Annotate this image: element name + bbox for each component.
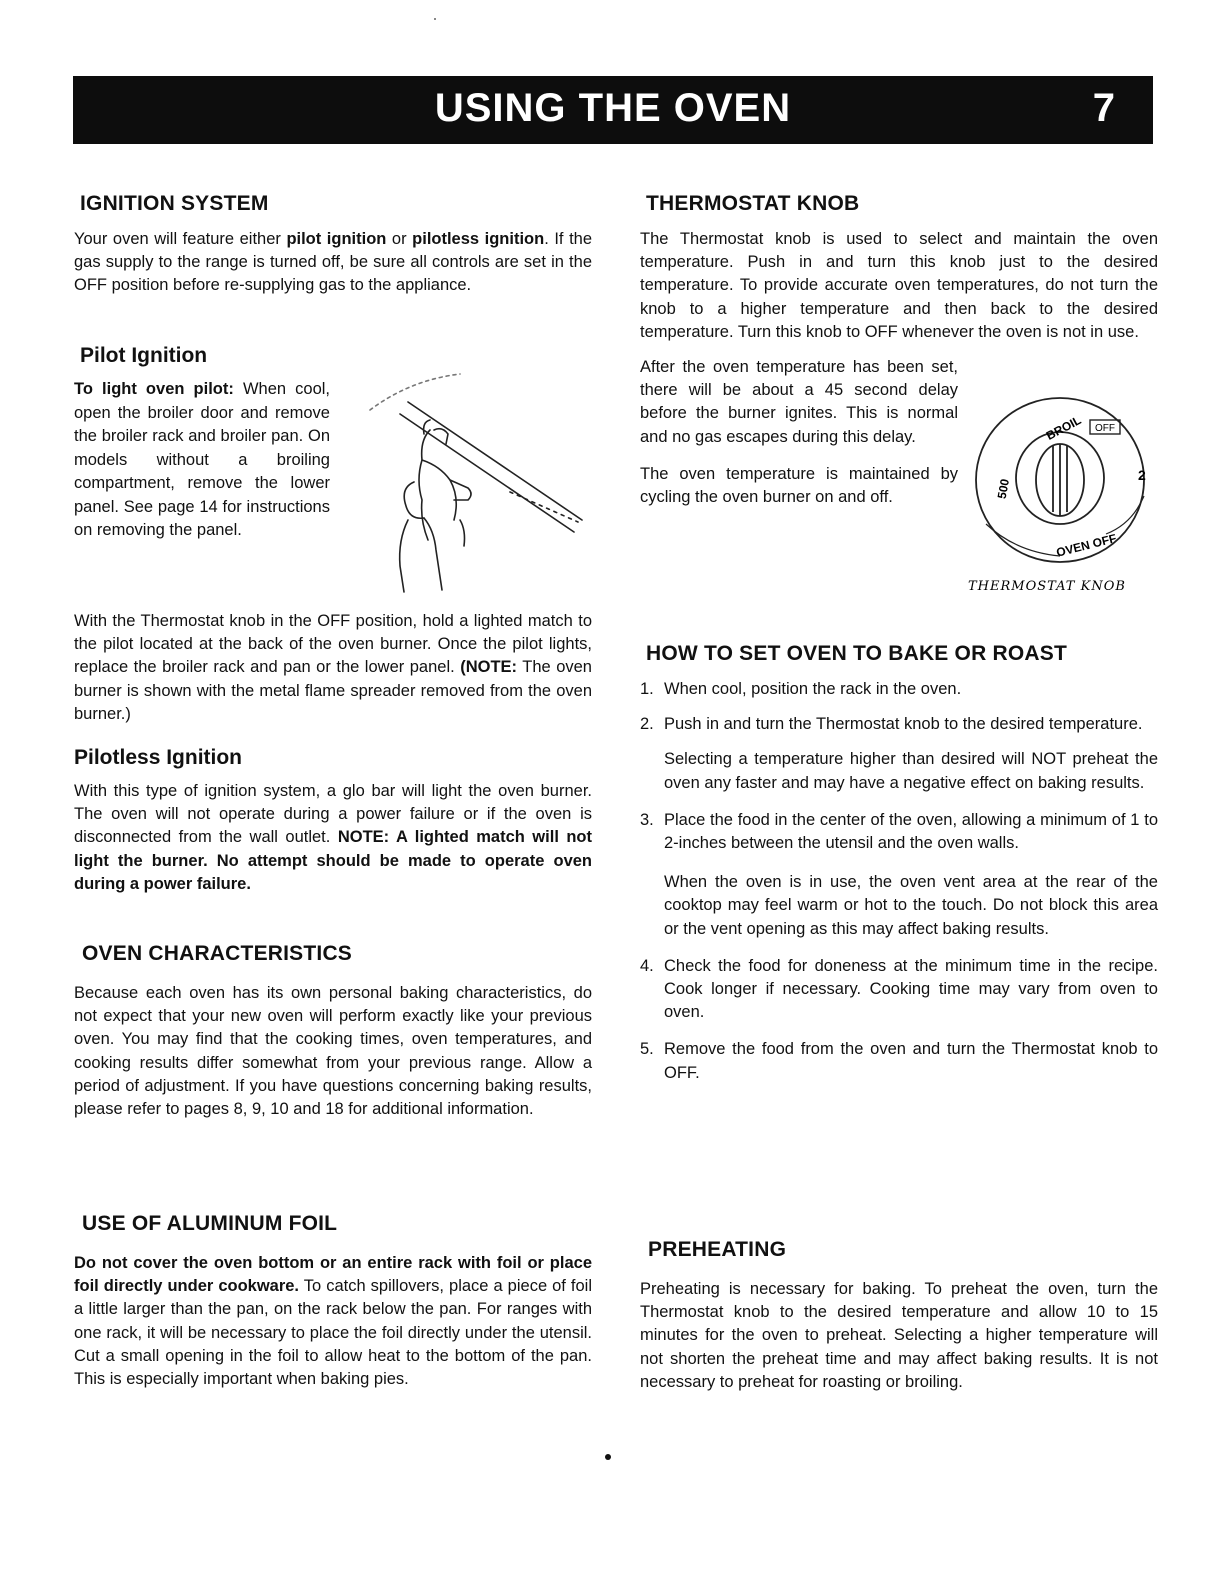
bake-step-5: 5. Remove the food from the oven and turn the Thermostat knob to OFF. [640, 1040, 1158, 1082]
knob-2-label: 2 [1138, 467, 1146, 483]
bake-step-2-note: Selecting a temperature higher than desired will NOT preheat the oven any faster and may have a negative effect on baking results. [664, 750, 1158, 792]
knob-500-label: 500 [994, 477, 1012, 500]
preheating-heading: PREHEATING [648, 1238, 787, 1261]
thermostat-knob-illustration [956, 384, 1168, 598]
thermostat-knob-text: The Thermostat knob is used to select and maintain the oven temperature. Push in and turn this knob just to the desired temperature. To provide accurate oven temperatures, do not turn the knob to a higher temperature and then back to the desired temperature. Turn this knob to OFF whenever the oven is not in use. [640, 230, 1158, 341]
bake-step-3: 3. Place the food in the center of the oven, allowing a minimum of 1 to 2-inches between the utensil and the oven walls. When the oven is in use, the oven vent area at the rear of the cooktop may feel warm or hot to the touch. Do not block this area or the vent opening as this may affect baking results. [640, 809, 1158, 941]
pilot-ignition-heading: Pilot Ignition [80, 344, 208, 367]
pilot-lighting-instructions: With the Thermostat knob in the OFF position, hold a lighted match to the pilot located at the back of the oven burner. Once the pilot lights, replace the broiler rack and pan or the lower panel. (NOTE: The oven burner is shown with the metal flame spreader removed from the oven burner.) [74, 612, 592, 723]
page-number: 7 [1092, 86, 1115, 130]
oven-characteristics-section [74, 942, 592, 1121]
pilotless-ignition-term: pilotless ignition [412, 230, 545, 248]
burner-cycle-text: The oven temperature is maintained by cycling the oven burner on and off. [640, 464, 958, 507]
bake-step-1: 1. When cool, position the rack in the oven. [640, 680, 962, 698]
pilotless-ignition-text: With this type of ignition system, a glo bar will light the oven burner. The oven will not operate during a power failure or if the oven is disconnected from the wall outlet. NOTE: A lighted match will not light the burner. No attempt should be made to operate oven during a power failure. [74, 782, 593, 893]
pilot-lighting-illustration [350, 370, 590, 600]
ignition-system-section [74, 192, 592, 298]
preheating-text: Preheating is necessary for baking. To preheat the oven, turn the Thermostat knob to the desired temperature and allow 10 to 15 minutes for the oven to preheat. Selecting a higher temperature will not shorten the preheat time and may affect baking results. It is not necessary to preheat for roasting or broiling. [640, 1280, 1158, 1391]
thermostat-knob-caption: THERMOSTAT KNOB [968, 579, 1126, 594]
aluminum-foil-warning: Do not cover the oven bottom or an entire rack with foil or place foil directly under cookware. [74, 1254, 592, 1296]
oven-characteristics-heading: OVEN CHARACTERISTICS [82, 942, 353, 965]
knob-oven-off-label: OVEN OFF [1054, 531, 1118, 560]
oven-characteristics-text: Because each oven has its own personal baking characteristics, do not expect that your new oven will perform exactly like your previous oven. You may find that the cooking times, oven temperatures, and cooking results differ somewhat from your previous range. Allow a period of adjustment. If you have questions concerning baking results, please refer to pages 8, 9, 10 and 18 for additional information. [74, 984, 592, 1119]
bake-step-4: 4. Check the food for doneness at the minimum time in the recipe. Cook longer if necessary. Cooking time may vary from oven to oven. [640, 956, 1158, 1022]
knob-broil-label: BROIL [1043, 412, 1084, 443]
pilot-ignition-term: pilot ignition [286, 230, 387, 248]
ignition-system-text: Your oven will feature either pilot ignition or pilotless ignition. If the gas supply to the range is turned off, be sure all controls are set in the OFF position before re-supplying gas to the appliance. [74, 230, 593, 295]
ignition-delay-text: After the oven temperature has been set, there will be about a 45 second delay before the burner ignites. This is normal and no gas escapes during this delay. [640, 358, 958, 446]
bake-roast-heading: HOW TO SET OVEN TO BAKE OR ROAST [646, 642, 1067, 665]
pilot-ignition-detail [74, 610, 592, 726]
thermostat-knob-heading: THERMOSTAT KNOB [646, 192, 860, 215]
pilotless-ignition-section [74, 746, 592, 896]
aluminum-foil-text: Do not cover the oven bottom or an entire rack with foil or place foil directly under cookware. To catch spillovers, place a piece of foil a little larger than the pan, on the rack below the pan. For ranges with one rack, it will be necessary to place the foil directly under the utensil. Cut a small opening in the foil to allow heat to the bottom of the pan. This is especially important when baking pies. [74, 1254, 593, 1389]
light-pilot-lead: To light oven pilot: [74, 380, 234, 398]
note-label: (NOTE: [460, 658, 518, 677]
stray-mark [434, 18, 436, 20]
pilotless-warning: NOTE: A lighted match will not light the burner. No attempt should be made to operate oven during a power failure. [74, 828, 593, 893]
aluminum-foil-section [74, 1212, 592, 1391]
bake-step-2: 2. Push in and turn the Thermostat knob to the desired temperature. Selecting a temperature higher than desired will NOT preheat the oven any faster and may have a negative effect on baking results. [640, 713, 1158, 795]
footer-bullet [605, 1454, 611, 1460]
bake-roast-steps [640, 678, 1158, 1085]
page-title: USING THE OVEN [434, 86, 792, 130]
page-header [73, 76, 1153, 144]
ignition-system-heading: IGNITION SYSTEM [80, 192, 269, 215]
pilot-ignition-text: To light oven pilot: When cool, open the broiler door and remove the broiler rack and broiler pan. On models without a broiling compartment, remove the lower panel. See page 14 for instructions on removing the panel. [74, 380, 330, 539]
preheating-section [640, 1238, 1158, 1394]
knob-off-label: OFF [1095, 423, 1115, 434]
pilotless-ignition-heading: Pilotless Ignition [74, 746, 243, 769]
aluminum-foil-heading: USE OF ALUMINUM FOIL [82, 1212, 338, 1235]
bake-step-3-note: When the oven is in use, the oven vent area at the rear of the cooktop may feel warm or hot to the touch. Do not block this area or the vent opening as this may affect baking results. [664, 873, 1158, 938]
bake-roast-section [640, 642, 1158, 1085]
